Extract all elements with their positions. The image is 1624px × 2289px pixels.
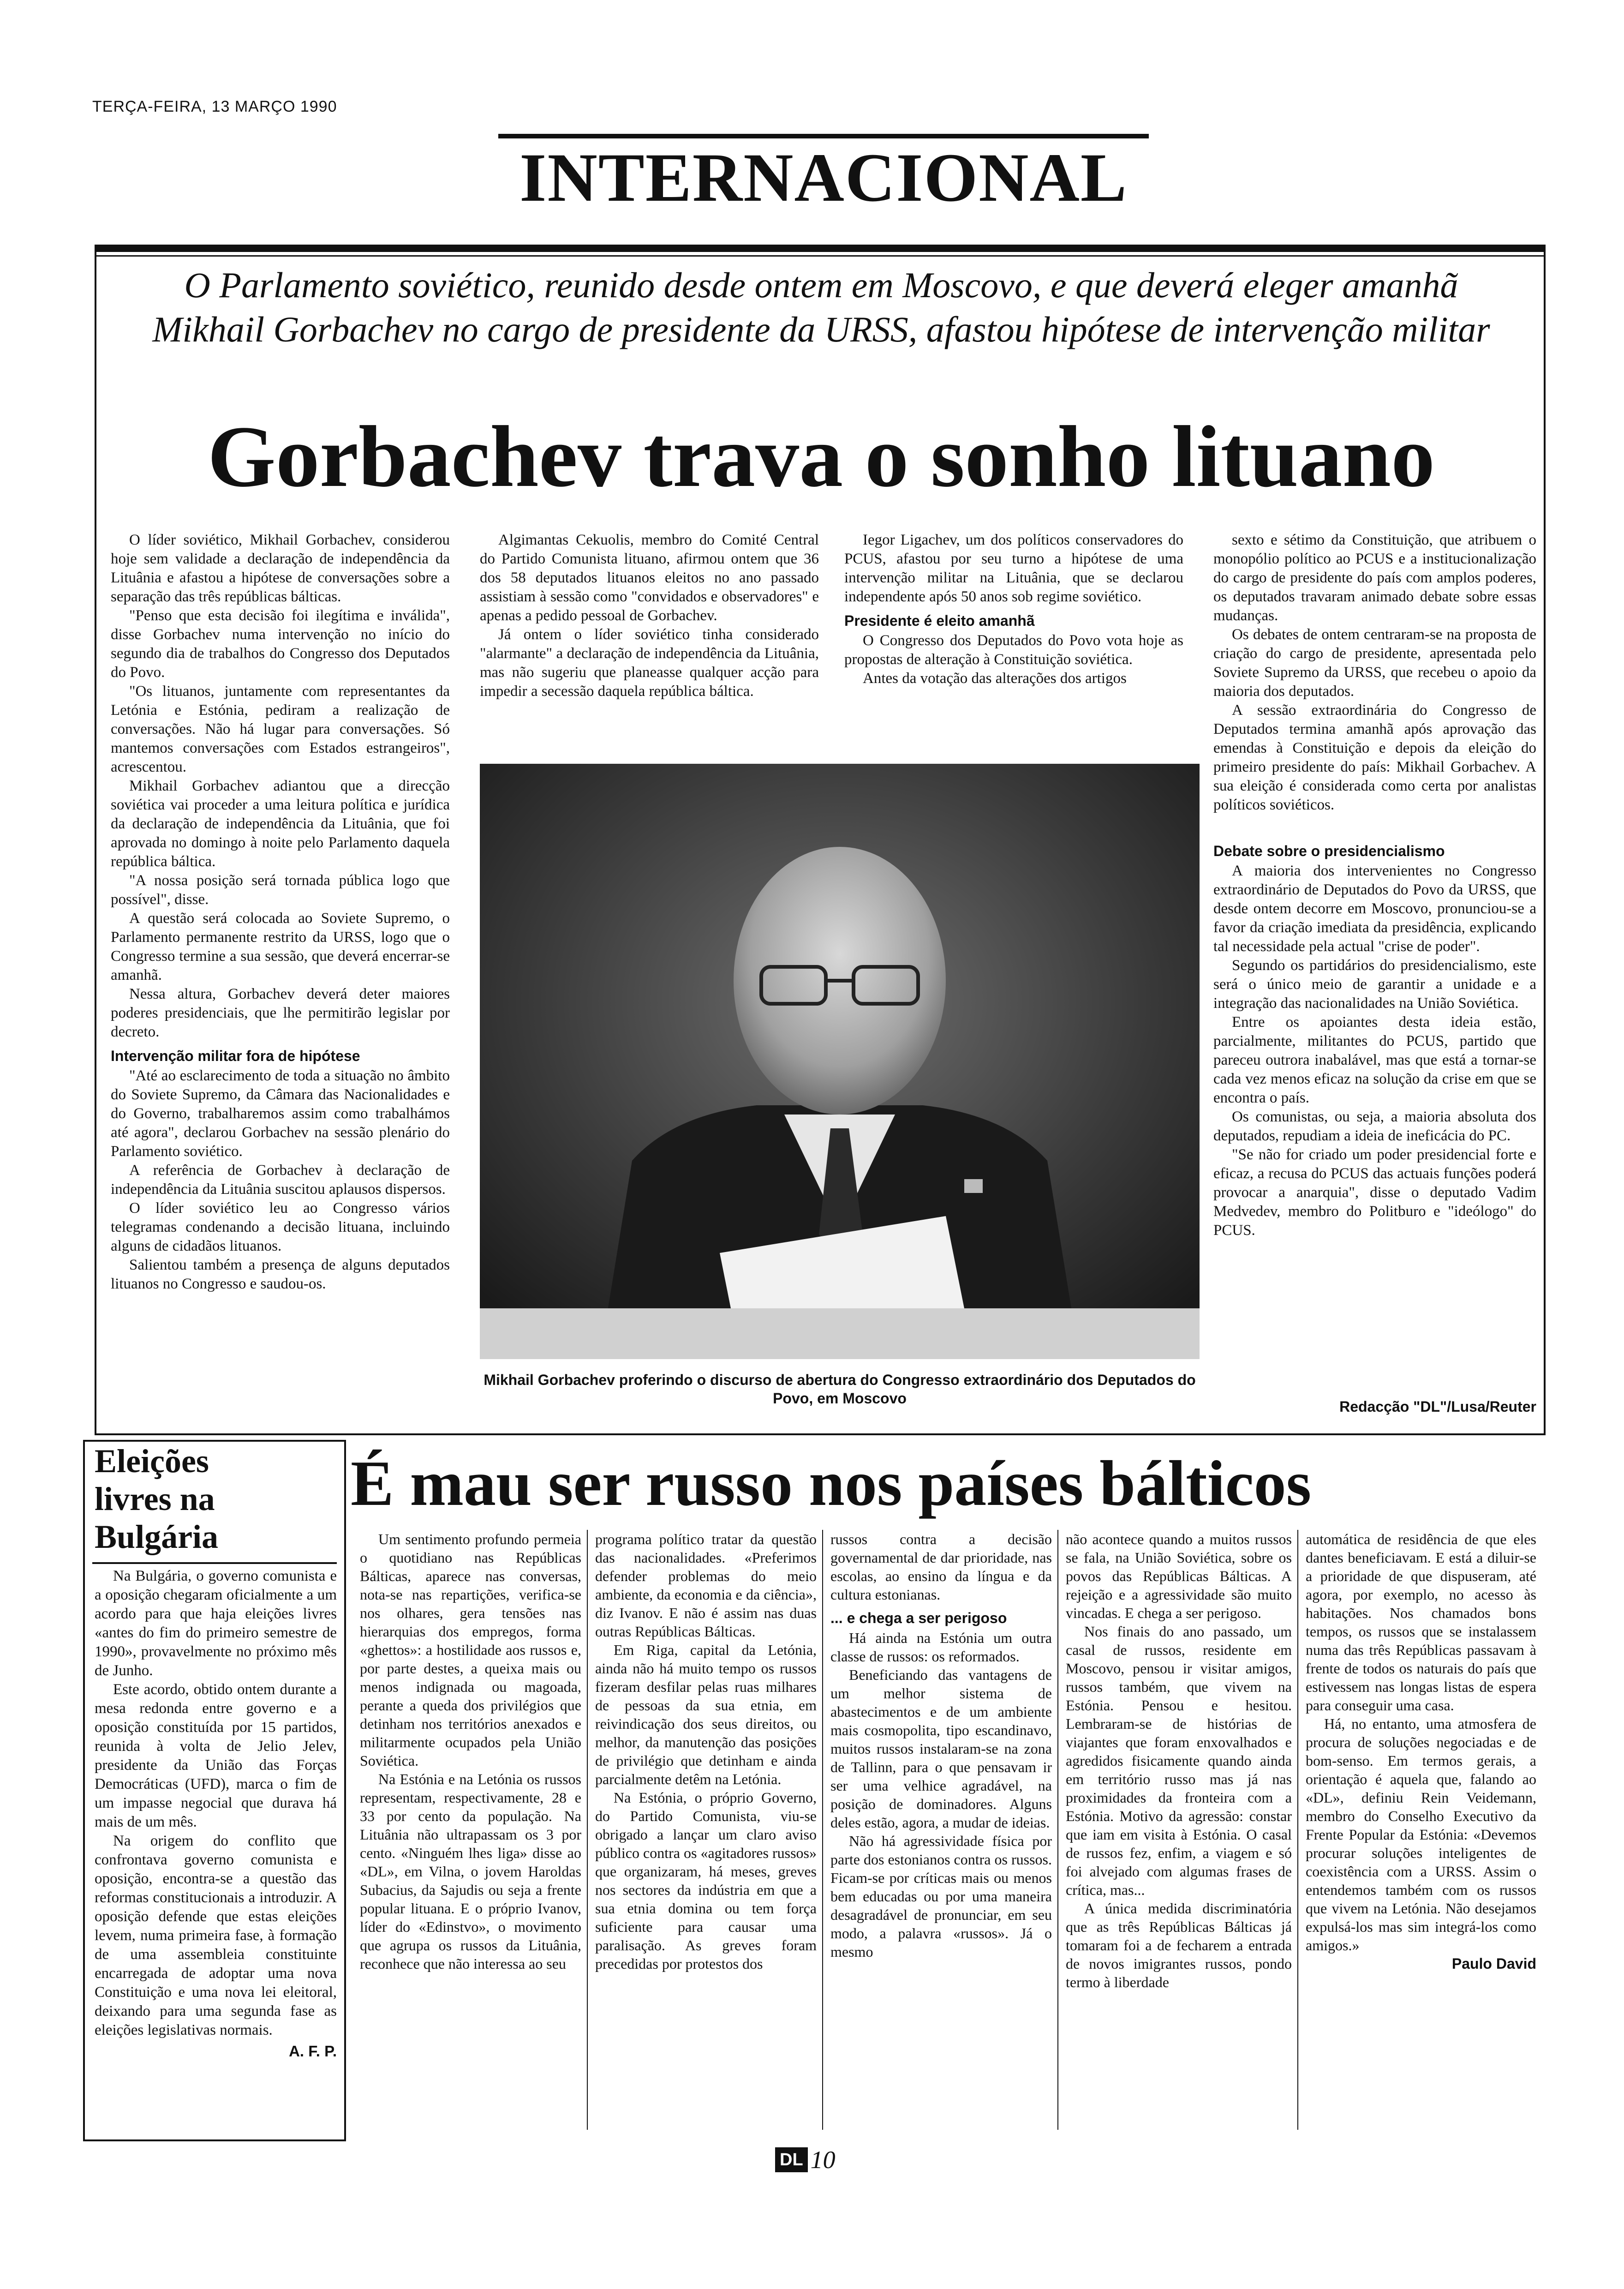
second-col-1 [360,1530,581,1973]
paragraph: A questão será colocada ao Soviete Supremo, o Parlamento permanente restrito da URSS, logo que o Congresso termine a sua sessão, que deverá encerrar-se amanhã. [111,910,450,983]
paragraph: Segundo os partidários do presidencialismo, este será o único meio de garantir a unidade e a integração das nacionalidades na União Soviética. [1213,957,1536,1012]
main-bottom-rule [95,1433,1546,1435]
header-top-rule [498,134,1149,138]
second-headline: É mau ser russo nos países bálticos [351,1448,1312,1519]
sidebar-box-left [83,1440,85,2141]
paragraph: Salientou também a presença de alguns deputados lituanos no Congresso e saudou-os. [111,1257,450,1292]
paragraph: A maioria dos intervenientes no Congresso extraordinário de Deputados do Povo da URSS, que desde ontem decorre em Moscovo, pronunciou-se a favor da criação imediata da presidência, explicando tal necessidade pela actual "crise de poder". [1213,863,1536,955]
paragraph: Antes da votação das alterações dos artigos [863,670,1127,687]
main-col-2 [480,531,819,701]
paragraph: O Congresso dos Deputados do Povo vota hoje as propostas de alteração à Constituição soviética. [844,632,1183,668]
paragraph: "Até ao esclarecimento de toda a situação no âmbito do Soviete Supremo, da Câmara das Nacionalidades e do Governo, trabalharemos assim como trabalhámos até agora", declarou Gorbachev na sessão plenário do Parlamento soviético. [111,1067,450,1160]
col-divider [1057,1530,1058,2130]
paragraph: Nos finais do ano passado, um casal de russos, residente em Moscovo, pensou ir visitar amigos, russos também, que vivem na Estónia. Pensou e hesitou. Lembraram-se de histórias de viajantes que foram enxovalhados e agredidos fisicamente quando ainda em território russo mas já nas proximidades da fronteira com a Estónia. Motivo da agressão: constar que iam em visita à Estónia. O casal de russos fez, enfim, a viagem e só foi alvejado com algumas frases de crítica, mas... [1066,1623,1292,1898]
subhead-perigoso: ... e chega a ser perigoso [830,1610,1007,1626]
paragraph: programa político tratar da questão das nacionalidades. «Preferimos defender problemas do meio ambiente, da economia e da ciência», diz Ivanov. E não é assim nas duas outras Repúblicas Bálticas. [595,1531,817,1640]
subhead-intervencao: Intervenção militar fora de hipótese [111,1048,360,1064]
subhead-presidente: Presidente é eleito amanhã [844,612,1035,629]
paragraph: Na Estónia e na Letónia os russos representam, respectivamente, 28 e 33 por cento da população. Na Lituânia não ultrapassam os 3 por cento. «Ninguém lhes liga» disse ao «DL», em Vilna, o jovem Haroldas Subacius, da Sajudis ou seja a frente popular lituana. E o próprio Ivanov, líder do «Edinstvo», o movimento que agrupa os russos da Lituânia, reconhece que não interessa ao seu [360,1771,581,1972]
sidebar-body [95,1567,337,2061]
paragraph: Beneficiando das vantagens de um melhor sistema de abastecimentos e de um ambiente mais cosmopolita, tipo escandinavo, muitos russos instalaram-se na zona de Tallinn, para o que pensavam ir ser uma velhice agradável, na posição de dominadores. Alguns deles estão, agora, a mudar de ideias. [830,1666,1052,1831]
paragraph: A única medida discriminatória que as três Repúblicas Bálticas já tomaram foi a de fecharem a entrada de novos imigrantes russos, pondo termo à liberdade [1066,1900,1292,1990]
page-footer [775,2146,836,2174]
main-col-4 [1213,531,1536,1240]
paragraph: Este acordo, obtido ontem durante a mesa redonda entre governo e a oposição constituída por 15 partidos, reunida à volta de Jelio Jelev, presidente da União das Forças Democráticas (UFD), marca o fim de um impasse negocial que durava há mais de um mês. [95,1681,337,1830]
paragraph: Na origem do conflito que confrontava governo comunista e oposição, encontra-se a questão das reformas constitucionais a introduzir. A oposição defende que estas eleições levem, numa primeira fase, à formação de uma assembleia constituinte encarregada de adoptar uma nova Constituição e uma nova lei eleitoral, deixando para uma segunda fase as eleições legislativas normais. [95,1833,337,2038]
main-top-thick-rule [95,245,1546,252]
col-divider [587,1530,588,2130]
paragraph: Na Bulgária, o governo comunista e a oposição chegaram oficialmente a um acordo para que haja eleições livres «antes do fim do primeiro semestre de 1990», provavelmente no próximo mês de Junho. [95,1568,337,1679]
standfirst: O Parlamento soviético, reunido desde ontem em Moscovo, e que deverá eleger amanhã Mikhail Gorbachev no cargo de presidente da URSS, afastou hipótese de intervenção militar [152,265,1490,349]
paragraph: Algimantas Cekuolis, membro do Comité Central do Partido Comunista lituano, afirmou ontem que 36 dos 58 deputados lituanos eleitos no ano passado assistiam à sessão como "convidados e observadores" e apenas a pedido pessoal de Gorbachev. [480,532,819,624]
paragraph: sexto e sétimo da Constituição, que atribuem o monopólio político ao PCUS e a institucionalização do cargo de presidente do país com amplos poderes, os deputados travaram animado debate sobre essas mudanças. [1213,532,1536,624]
speaker-illustration [480,764,1200,1359]
paragraph: "Penso que esta decisão foi ilegítima e inválida", disse Gorbachev numa intervenção no início do segundo dia de trabalhos do Congresso dos Deputados do Povo. [111,607,450,681]
col-divider [1297,1530,1298,2130]
main-col-3 [844,531,1183,688]
sidebar-box-top [83,1440,346,1442]
paragraph: Há ainda na Estónia um outra classe de russos: os reformados. [830,1630,1052,1665]
sidebar-headline: Eleições livres na Bulgária [95,1443,219,1555]
paragraph: Em Riga, capital da Letónia, ainda não há muito tempo os russos fizeram desfilar pelas ruas milhares de pessoas da sua etnia, em reivindicação dos seus direitos, ou melhor, da manutenção das posições de privilégio que detinham e ainda parcialmente detêm na Letónia. [595,1642,817,1787]
second-col-5 [1306,1530,1536,1973]
paragraph: Nessa altura, Gorbachev deverá deter maiores poderes presidenciais, que lhe permitirão legislar por decreto. [111,986,450,1040]
main-right-rule [1544,245,1546,1435]
paragraph: Mikhail Gorbachev adiantou que a direcção soviética vai proceder a uma leitura política e jurídica da declaração de independência da Lituânia, que foi aprovada no domingo à noite pelo Parlamento daquela república báltica. [111,778,450,870]
paragraph: O líder soviético leu ao Congresso vários telegramas condenando a decisão lituana, incluindo alguns de cidadãos lituanos. [111,1200,450,1254]
paragraph: Um sentimento profundo permeia o quotidiano nas Repúblicas Bálticas, aparece nas conversas, nota-se nas repartições, verifica-se nos olhares, gera tensões nas hierarquias dos empregos, forma «ghettos»: a hostilidade aos russos e, por parte destes, a queixa mais ou menos indignada ou magoada, perante a queda dos privilégios que detinham nos territórios anexados e militarmente ocupados pela União Soviética. [360,1531,581,1769]
second-byline: Paulo David [1451,1955,1536,1972]
sidebar-headline-rule [92,1562,337,1564]
paragraph: Não há agressividade física por parte dos estonianos contra os russos. Ficam-se por críticas mais ou menos bem educadas ou por uma maneira desagradável de pronunciar, em seu modo, a palavra «russos». Já o mesmo [830,1833,1052,1960]
paragraph: Entre os apoiantes desta ideia estão, parcialmente, militantes do PCUS, partido que pareceu outrora inabalável, mas que está a tornar-se cada vez menos eficaz na solução da crise em que se encontra o país. [1213,1014,1536,1106]
sidebar-byline: A. F. P. [289,2043,337,2060]
second-col-4 [1066,1530,1292,1991]
photo-caption: Mikhail Gorbachev proferindo o discurso de abertura do Congresso extraordinário dos Deputados do Povo, em Moscovo [484,1372,1196,1407]
second-col-3 [830,1530,1052,1961]
subhead-presidencialismo: Debate sobre o presidencialismo [1213,843,1445,859]
second-col-2 [595,1530,817,1973]
paragraph: Os comunistas, ou seja, a maioria absoluta dos deputados, repudiam a ideia de ineficácia do PC. [1213,1109,1536,1144]
section-title: INTERNACIONAL [519,139,1128,216]
col-divider [822,1530,823,2130]
sidebar-box-bottom [83,2139,346,2141]
gorbachev-photo [480,764,1200,1359]
paragraph: não acontece quando a muitos russos se fala, na União Soviética, sobre os povos das Repúblicas Bálticas. A rejeição e a agressividade são muito vincadas. E chega a ser perigoso. [1066,1531,1292,1621]
paragraph: Iegor Ligachev, um dos políticos conservadores do PCUS, afastou por seu turno a hipótese de uma intervenção militar na Lituânia, que se declarou independente após 50 anos sob regime soviético. [844,532,1183,605]
main-headline: Gorbachev trava o sonho lituano [207,408,1435,505]
paragraph: A sessão extraordinária do Congresso de Deputados termina amanhã após aprovação das emendas à Constituição e depois da eleição do primeiro presidente do país: Mikhail Gorbachev. A sua eleição é considerada como certa por analistas políticos soviéticos. [1213,702,1536,813]
page-number: 10 [810,2146,836,2174]
main-story-credit: Redacção "DL"/Lusa/Reuter [1339,1398,1536,1415]
paragraph: O líder soviético, Mikhail Gorbachev, considerou hoje sem validade a declaração de independência da Lituânia e afastou a hipótese de conversações sobre a separação das três repúblicas bálticas. [111,532,450,605]
paragraph: A referência de Gorbachev à declaração de independência da Lituânia suscitou aplausos dispersos. [111,1162,450,1198]
paragraph: Na Estónia, o próprio Governo, do Partido Comunista, viu-se obrigado a lançar um claro aviso público contra os «agitadores russos» que organizaram, há meses, greves nos sectores da indústria em que a sua etnia domina ou tem força suficiente para causar uma paralisação. As greves foram precedidas por protestos dos [595,1789,817,1972]
dl-logo: DL [775,2147,808,2172]
main-col-1 [111,531,450,1294]
sidebar-box-right [344,1440,346,2141]
paragraph: russos contra a decisão governamental de dar prioridade, nas escolas, ao ensino da língua e da cultura estonianas. [830,1531,1052,1603]
paragraph: Os debates de ontem centraram-se na proposta de criação do cargo de presidente, apresentada pelo Soviete Supremo da URSS, que recebeu o apoio da maioria dos deputados. [1213,626,1536,700]
main-left-rule [95,245,96,1435]
paragraph: "Se não for criado um poder presidencial forte e eficaz, a recusa do PCUS das actuais funções poderá provocar a anarquia", disse o deputado Vadim Medvedev, membro do Politburo e "ideólogo" do PCUS. [1213,1146,1536,1239]
paragraph: "Os lituanos, juntamente com representantes da Letónia e Estónia, pediram a realização de conversações. Não há lugar para conversações. Só mantemos conversações com Estados estrangeiros", acrescentou. [111,683,450,775]
date-line: TERÇA-FEIRA, 13 MARÇO 1990 [92,98,337,115]
paragraph: Já ontem o líder soviético tinha considerado "alarmante" a declaração de independência da Lituânia, mas não sugeriu que planeasse qualquer acção para impedir a secessão daquela república báltica. [480,626,819,700]
paragraph: "A nossa posição será tornada pública logo que possível", disse. [111,872,450,908]
paragraph: automática de residência de que eles dantes beneficiavam. E está a diluir-se a prioridade de que dispuseram, até agora, por exemplo, no acesso às habitações. Nos chamados bons tempos, os russos que se instalassem numa das três Repúblicas passavam à frente de todos os naturais do país que estivessem nas longas listas de espera para conseguir uma casa. [1306,1531,1536,1714]
main-top-thin-rule [95,255,1546,257]
paragraph: Há, no entanto, uma atmosfera de procura de soluções negociadas e de bom-senso. Em termos gerais, a orientação é aquela que, falando ao «DL», definiu Rein Veidemann, membro do Conselho Executivo da Frente Popular da Estónia: «Devemos procurar soluções inteligentes de coexistência com a URSS. Assim o entendemos também com os russos que vivem na Letónia. Não desejamos expulsá-los mas sim integrá-los como amigos.» [1306,1715,1536,1953]
